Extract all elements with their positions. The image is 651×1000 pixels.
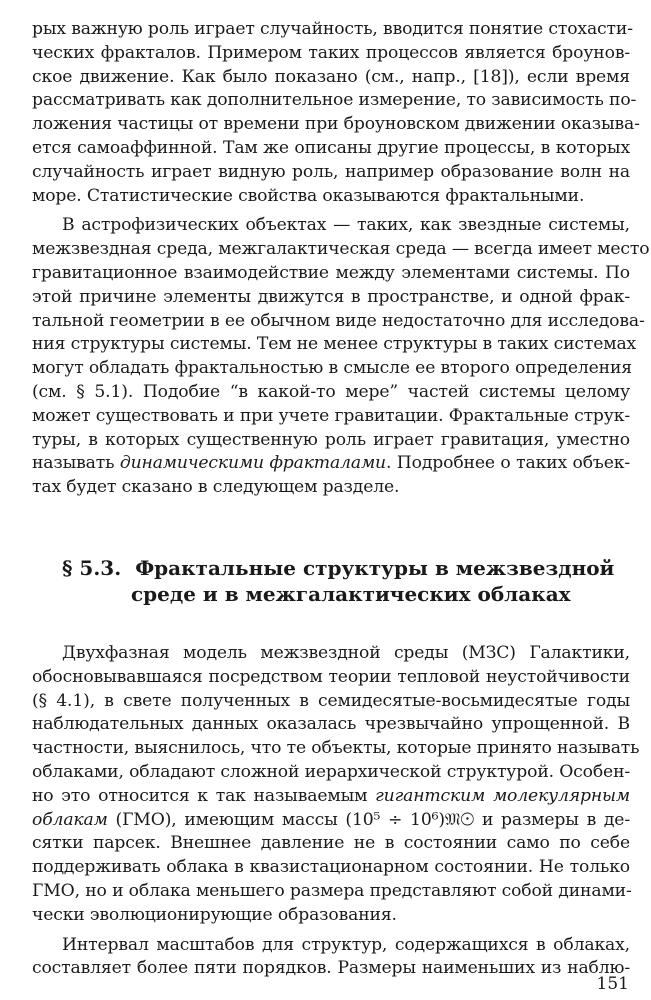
text-line: В астрофизических объектах — таких, как звездные системы, <box>62 215 630 236</box>
paragraph-intro-continued <box>32 18 640 208</box>
text-line: ческих фракталов. Примером таких процессов является броунов- <box>32 42 630 63</box>
text-line: ложения частицы от времени при броуновском движении оказыва- <box>32 114 640 135</box>
text-line: ГМО, но и облака меньшего размера представляют собой динами- <box>32 880 632 901</box>
text-line: межзвездная среда, межгалактическая среда — всегда имеет место <box>32 239 650 260</box>
text-line: поддерживать облака в квазистационарном состоянии. Не только <box>32 857 630 878</box>
text-line: Интервал масштабов для структур, содержащихся в облаках, <box>62 934 630 955</box>
text-line: могут обладать фрактальностью в смысле ее второго определения <box>32 358 632 379</box>
text-line: ется самоаффинной. Там же описаны другие процессы, в которых <box>32 137 630 158</box>
text-line: (см. § 5.1). Подобие “в какой-то мере” частей системы целому <box>32 381 630 402</box>
paragraph-scale-interval <box>32 934 630 982</box>
text-line: но это относится к так называемым гигантским молекулярным <box>32 785 631 806</box>
text-line: Двухфазная модель межзвездной среды (МЗС) Галактики, <box>62 642 630 663</box>
text-line: может существовать и при учете гравитации. Фрактальные струк- <box>32 405 630 426</box>
section-heading-line-1 <box>32 555 630 581</box>
section-heading <box>32 555 630 607</box>
text-line: море. Статистические свойства оказываются фрактальными. <box>32 185 585 206</box>
section-title-part-1: Фрактальные структуры в межзвездной <box>135 555 615 580</box>
text-line: обосновывавшаяся посредством теории тепловой неустойчивости <box>32 666 630 687</box>
text-line: сятки парсек. Внешнее давление не в состоянии само по себе <box>32 833 630 854</box>
text-line: наблюдательных данных оказалась чрезвычайно упрощенной. В <box>32 714 630 735</box>
section-title-part-2: среде и в межгалактических облаках <box>131 581 571 606</box>
page-body <box>32 18 650 987</box>
text-line: тах будет сказано в следующем разделе. <box>32 477 400 498</box>
text-line: рассматривать как дополнительное измерение, то зависимость по- <box>32 90 637 111</box>
text-line: этой причине элементы движутся в пространстве, и одной фрак- <box>32 286 630 307</box>
text-line: составляет более пяти порядков. Размеры наименьших из наблю- <box>32 958 630 979</box>
text-line: облаками, обладают сложной иерархической структурой. Особен- <box>32 761 631 782</box>
text-line: тальной геометрии в ее обычном виде недостаточно для исследова- <box>32 310 645 331</box>
text-line: туры, в которых существенную роль играет гравитация, уместно <box>32 429 630 450</box>
text-line: называть динамическими фракталами. Подробнее о таких объек- <box>32 453 630 474</box>
text-line: (§ 4.1), в свете полученных в семидесятые-восьмидесятые годы <box>32 690 630 711</box>
text-line: чески эволюционирующие образования. <box>32 904 397 925</box>
page-number: 151 <box>596 974 629 994</box>
text-line: ское движение. Как было показано (см., напр., [18]), если время <box>32 66 630 87</box>
paragraph-astrophysical-objects <box>32 214 650 500</box>
paragraph-two-phase-model <box>32 642 640 928</box>
section-number: § 5.3. <box>62 555 122 580</box>
text-line: ния структуры системы. Тем не менее структуры в таких системах <box>32 334 637 355</box>
text-line: рых важную роль играет случайность, вводится понятие стохасти- <box>32 19 633 39</box>
text-line: гравитационное взаимодействие между элементами системы. По <box>32 262 630 283</box>
text-line: случайность играет видную роль, например образование волн на <box>32 161 630 182</box>
text-line: облакам (ГМО), имеющим массы (10⁵ ÷ 10⁶)𝔐☉ и размеры в де- <box>32 809 630 830</box>
text-line: частности, выяснилось, что те объекты, которые принято называть <box>32 738 640 759</box>
